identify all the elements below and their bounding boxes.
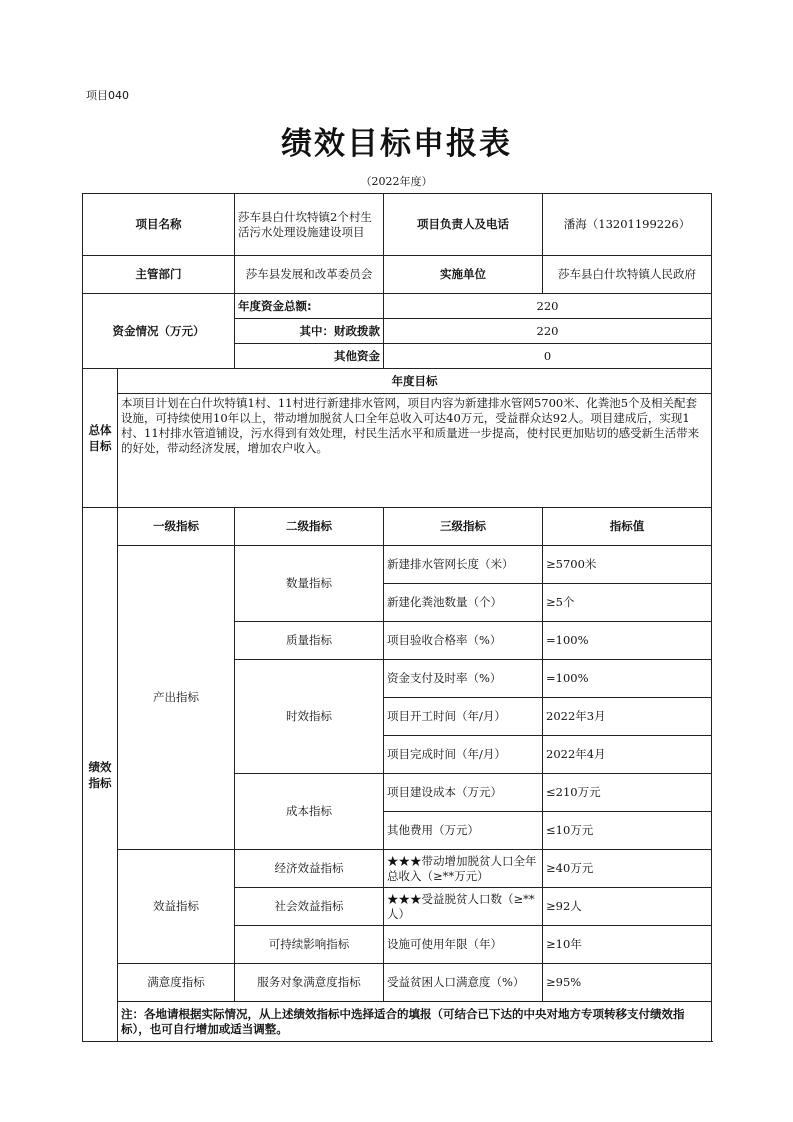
funds-total-label: 年度资金总额: [235, 294, 384, 319]
impl-value: 莎车县白什坎特镇人民政府 [543, 256, 712, 294]
indicators-label: 绩效指标 [83, 508, 118, 1042]
indicator-name: 资金支付及时率（%） [384, 660, 543, 698]
funds-other-value: 0 [384, 344, 712, 369]
indicator-name: 项目完成时间（年/月） [384, 736, 543, 774]
level2-quality: 质量指标 [235, 622, 384, 660]
footnote: 注：各地请根据实际情况，从上述绩效指标中选择适合的填报（可结合已下达的中央对地方专项转移支付绩效指标），也可自行增加或适当调整。 [118, 1002, 712, 1042]
level2-timeliness: 时效指标 [235, 660, 384, 774]
header-value: 指标值 [543, 508, 712, 546]
indicator-name: 项目开工时间（年/月） [384, 698, 543, 736]
indicator-value: 2022年4月 [543, 736, 712, 774]
overall-goal-label: 总体目标 [83, 369, 118, 508]
header-level1: 一级指标 [118, 508, 235, 546]
indicator-name: ★★★受益脱贫人口数（≥**人） [384, 888, 543, 926]
indicator-name: ★★★带动增加脱贫人口全年总收入（≥**万元） [384, 850, 543, 888]
indicator-value: ≤210万元 [543, 774, 712, 812]
dept-label: 主管部门 [83, 256, 235, 294]
page-title: 绩效目标申报表 [281, 126, 512, 162]
contact-label: 项目负责人及电话 [384, 194, 543, 256]
project-name-value: 莎车县白什坎特镇2个村生活污水处理设施建设项目 [235, 194, 384, 256]
indicator-name: 设施可使用年限（年） [384, 926, 543, 964]
funds-fiscal-value: 220 [384, 319, 712, 344]
indicator-value: ≥92人 [543, 888, 712, 926]
annual-goal-text: 本项目计划在白什坎特镇1村、11村进行新建排水管网，项目内容为新建排水管网5700米、化粪池5个及相关配套设施，可持续使用10年以上，带动增加脱贫人口全年总收入可达40万元，受益群众达92人。项目建成后，实现1村、11村排水管道铺设，污水得到有效处理，村民生活水平和质量进一步提高，使村民更加贴切的感受新生活带来的好处，带动经济发展，增加农户收入。 [118, 394, 712, 508]
level1-benefit: 效益指标 [118, 850, 235, 964]
funds-other-label: 其他资金 [235, 344, 384, 369]
indicator-name: 新建化粪池数量（个） [384, 584, 543, 622]
indicator-name: 项目建设成本（万元） [384, 774, 543, 812]
level2-quantity: 数量指标 [235, 546, 384, 622]
annual-goal-header: 年度目标 [118, 369, 712, 394]
header-level2: 二级指标 [235, 508, 384, 546]
report-year: （2022年度） [360, 175, 433, 188]
dept-value: 莎车县发展和改革委员会 [235, 256, 384, 294]
indicator-value: =100% [543, 622, 712, 660]
level1-output: 产出指标 [118, 546, 235, 850]
project-name-label: 项目名称 [83, 194, 235, 256]
level2-cost: 成本指标 [235, 774, 384, 850]
indicator-value: ≥95% [543, 964, 712, 1002]
indicator-value: ≥40万元 [543, 850, 712, 888]
funds-total-value: 220 [384, 294, 712, 319]
level2-social: 社会效益指标 [235, 888, 384, 926]
indicator-name: 受益贫困人口满意度（%） [384, 964, 543, 1002]
indicator-value: ≥5700米 [543, 546, 712, 584]
level1-satisfaction: 满意度指标 [118, 964, 235, 1002]
indicator-name: 新建排水管网长度（米） [384, 546, 543, 584]
contact-value: 潘海（13201199226） [543, 194, 712, 256]
indicator-value: ≥10年 [543, 926, 712, 964]
funds-fiscal-label: 其中：财政拨款 [235, 319, 384, 344]
header-level3: 三级指标 [384, 508, 543, 546]
impl-label: 实施单位 [384, 256, 543, 294]
level2-sustainability: 可持续影响指标 [235, 926, 384, 964]
indicator-value: ≥5个 [543, 584, 712, 622]
performance-target-table [82, 193, 712, 1042]
indicator-value: =100% [543, 660, 712, 698]
level2-service-satisfaction: 服务对象满意度指标 [235, 964, 384, 1002]
indicator-name: 其他费用（万元） [384, 812, 543, 850]
indicator-value: 2022年3月 [543, 698, 712, 736]
funds-label: 资金情况（万元） [83, 294, 235, 369]
indicator-value: ≤10万元 [543, 812, 712, 850]
project-number: 项目040 [86, 89, 129, 102]
level2-economic: 经济效益指标 [235, 850, 384, 888]
indicator-name: 项目验收合格率（%） [384, 622, 543, 660]
